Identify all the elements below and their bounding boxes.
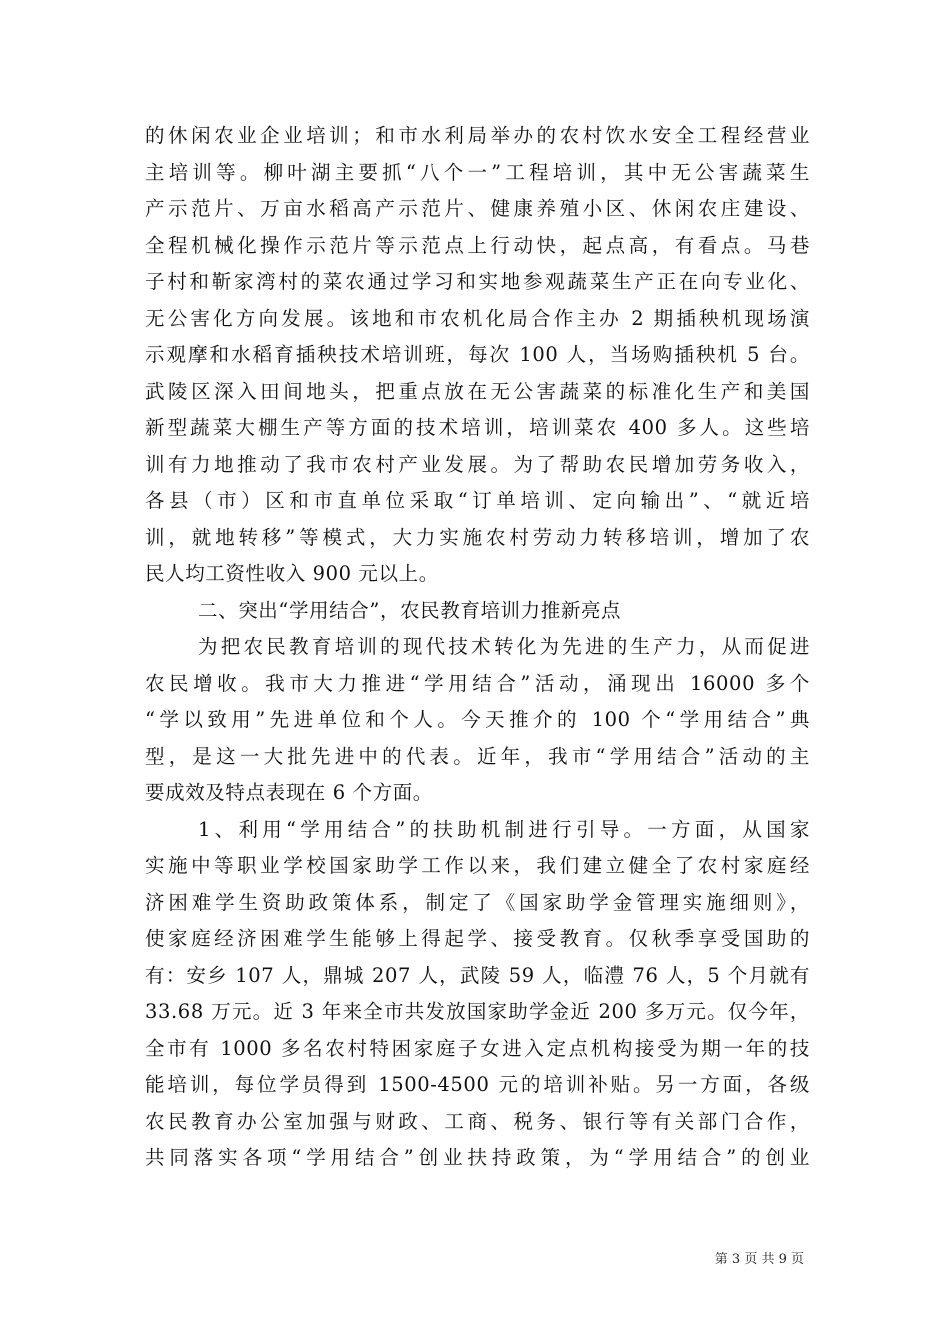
text-line: “学以致用”先进单位和个人。今天推介的 100 个“学用结合”典 — [145, 708, 810, 731]
text-line: 新型蔬菜大棚生产等方面的技术培训，培训菜农 400 多人。这些培 — [145, 416, 810, 439]
text-line: 武陵区深入田间地头，把重点放在无公害蔬菜的标准化生产和美国 — [145, 379, 810, 403]
text-line: 型，是这一大批先进中的代表。近年，我市“学用结合”活动的主 — [145, 744, 810, 768]
text-line: 为把农民教育培训的现代技术转化为先进的生产力，从而促进 — [198, 635, 810, 658]
text-line: 农民教育办公室加强与财政、工商、税务、银行等有关部门合作， — [145, 1109, 810, 1133]
text-line: 主培训等。柳叶湖主要抓“八个一”工程培训，其中无公害蔬菜生 — [145, 160, 810, 184]
text-line: 的休闲农业企业培训；和市水利局举办的农村饮水安全工程经营业 — [145, 124, 810, 147]
text-line: 全市有 1000 多名农村特困家庭子女进入定点机构接受为期一年的技 — [145, 1036, 810, 1060]
text-line: 33.68 万元。近 3 年来全市共发放国家助学金近 200 多万元。仅今年， — [145, 1000, 810, 1023]
text-line: 能培训，每位学员得到 1500-4500 元的培训补贴。另一方面，各级 — [145, 1073, 810, 1096]
text-line: 产示范片、万亩水稻高产示范片、健康养殖小区、休闲农庄建设、 — [145, 197, 810, 220]
text-line: 民人均工资性收入 900 元以上。 — [145, 562, 439, 585]
text-line: 要成效及特点表现在 6 个方面。 — [145, 781, 433, 804]
text-line: 示观摩和水稻育插秧技术培训班，每次 100 人，当场购插秧机 5 台。 — [145, 343, 810, 366]
text-line: 无公害化方向发展。该地和市农机化局合作主办 2 期插秧机现场演 — [145, 306, 810, 330]
text-line: 有：安乡 107 人，鼎城 207 人，武陵 59 人，临澧 76 人，5 个月就有 — [145, 963, 810, 987]
text-line: 实施中等职业学校国家助学工作以来，我们建立健全了农村家庭经 — [145, 854, 810, 877]
section-heading: 二、突出“学用结合”，农民教育培训力推新亮点 — [198, 598, 622, 622]
text-line: 全程机械化操作示范片等示范点上行动快，起点高，有看点。马巷 — [145, 233, 810, 257]
text-line: 使家庭经济困难学生能够上得起学、接受教育。仅秋季享受国助的 — [145, 927, 810, 950]
text-line: 训有力地推动了我市农村产业发展。为了帮助农民增加劳务收入， — [145, 452, 810, 476]
document-body — [145, 118, 810, 1177]
text-line: 训，就地转移”等模式，大力实施农村劳动力转移培训，增加了农 — [145, 525, 810, 549]
text-line: 1、利用“学用结合”的扶助机制进行引导。一方面，从国家 — [198, 817, 810, 841]
text-line: 各县（市）区和市直单位采取“订单培训、定向输出”、“就近培 — [145, 489, 810, 512]
text-line: 共同落实各项“学用结合”创业扶持政策，为“学用结合”的创业 — [145, 1146, 810, 1169]
text-line: 济困难学生资助政策体系，制定了《国家助学金管理实施细则》， — [145, 890, 810, 914]
page-number: 第 3 页 共 9 页 — [714, 1252, 804, 1267]
text-line: 农民增收。我市大力推进“学用结合”活动，涌现出 16000 多个 — [145, 671, 810, 695]
text-line: 子村和靳家湾村的菜农通过学习和实地参观蔬菜生产正在向专业化、 — [145, 270, 810, 293]
